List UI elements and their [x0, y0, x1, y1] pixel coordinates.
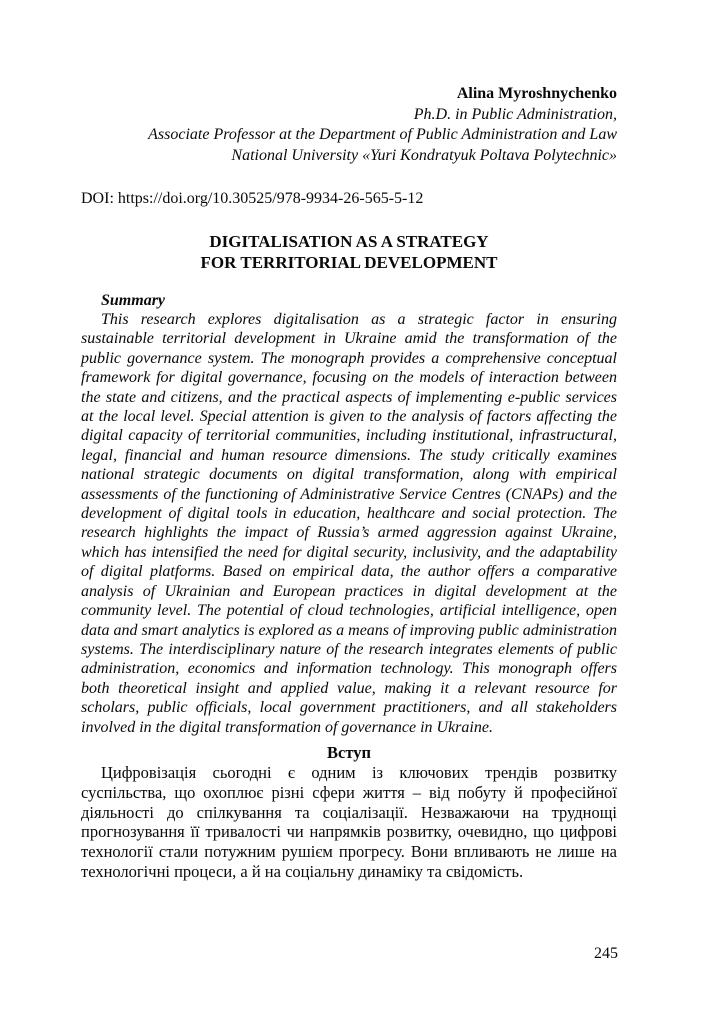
author-name: Alina Myroshnychenko [456, 85, 617, 102]
author-block [81, 84, 617, 166]
doi-line: DOI: https://doi.org/10.30525/978-9934-26-565-5-12 [81, 190, 424, 207]
summary-heading: Summary [101, 292, 166, 309]
author-university: National University «Yuri Kondratyuk Poltava Polytechnic» [231, 146, 617, 164]
chapter-title-line-1: DIGITALISATION AS A STRATEGY [209, 232, 489, 251]
page-number: 245 [594, 945, 618, 962]
summary-body: This research explores digitalisation as a strategic factor in ensuring sustainable territorial development in Ukraine amid the transformation of the public governance system. The monograph provides a comprehensive conceptual framework for digital governance, focusing on the models of interaction between the state and citizens, and the practical aspects of implementing e-public services at the local level. Special attention is given to the analysis of factors affecting the digital capacity of territorial communities, including institutional, infrastructural, legal, financial and human resource dimensions. The study critically examines national strategic documents on digital transformation, along with empirical assessments of the functioning of Administrative Service Centres (CNAPs) and the development of digital tools in education, healthcare and social protection. The research highlights the impact of Russia’s armed aggression against Ukraine, which has intensified the need for digital security, inclusivity, and the adaptability of digital platforms. Based on empirical data, the author offers a comparative analysis of Ukrainian and European practices in digital development at the community level. The potential of cloud technologies, artificial intelligence, open data and smart analytics is explored as a means of improving public administration systems. The interdisciplinary nature of the research integrates elements of public administration, economics and information technology. This monograph offers both theoretical insight and applied value, making it a relevant resource for scholars, public officials, local government practitioners, and all stakeholders involved in the digital transformation of governance in Ukraine. [81, 311, 617, 736]
chapter-title-line-2: FOR TERRITORIAL DEVELOPMENT [200, 253, 498, 272]
author-degree: Ph.D. in Public Administration, [413, 105, 617, 123]
chapter-title [81, 231, 617, 273]
author-position: Associate Professor at the Department of Public Administration and Law [148, 126, 617, 143]
introduction-heading: Вступ [327, 742, 371, 762]
introduction-body: Цифровізація сьогодні є одним із ключових трендів розвитку суспільства, що охоплює різні сфери життя – від побуту й професійної діяльності до спілкування та соціалізації. Незважаючи на труднощі прогнозування її тривалості чи напрямків розвитку, очевидно, що цифрові технології стали потужним рушієм прогресу. Вони впливають не лише на технологічні процеси, а й на соціальну динаміку та свідомість. [81, 762, 617, 881]
page-content [81, 84, 617, 882]
